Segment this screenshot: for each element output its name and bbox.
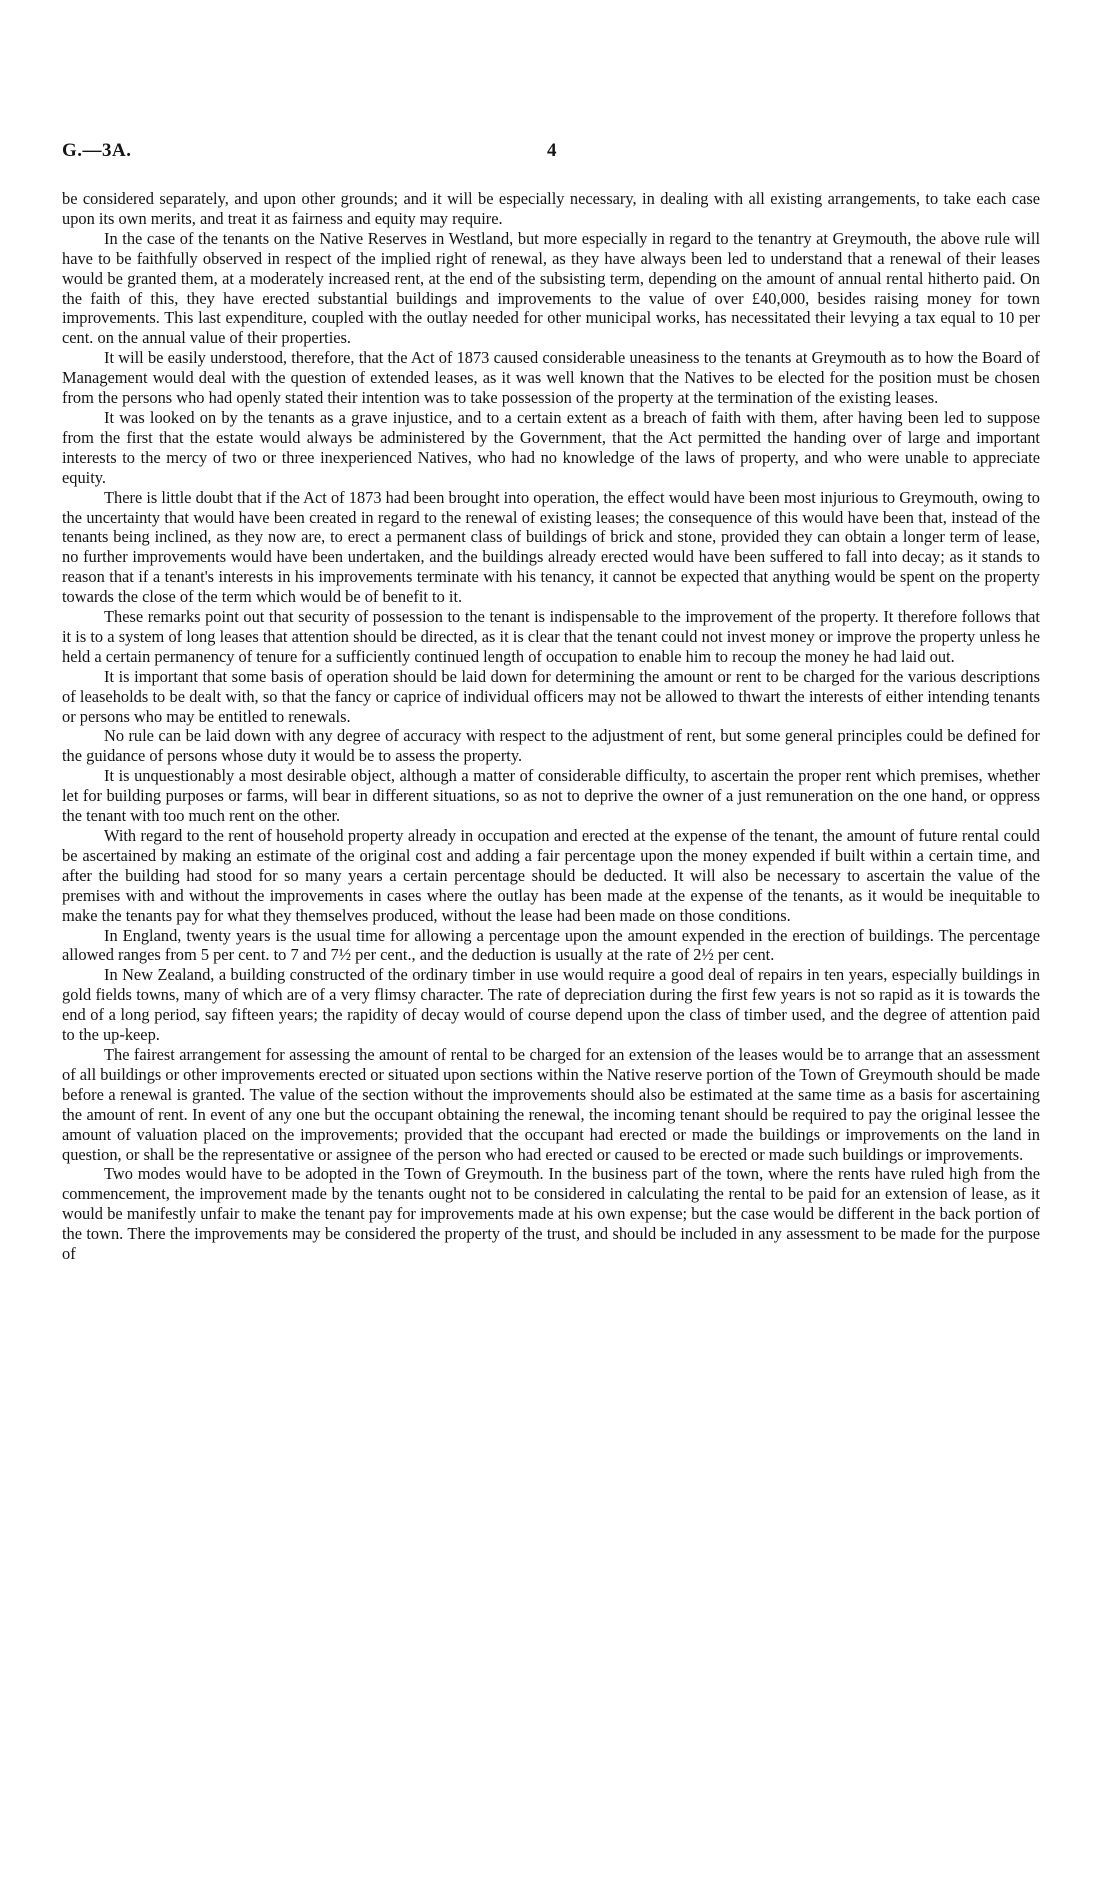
page-number: 4: [547, 140, 557, 161]
paragraph: Two modes would have to be adopted in the Town of Greymouth. In the business part of the town, where the rents have ruled high from the commencement, the improvement made by the tenants ought not to be considered in calculating the rental to be paid for an extension of lease, as it would be manifestly unfair to make the tenant pay for improvements made at his own expense; but the case would be different in the back portion of the town. There the improvements may be considered the property of the trust, and should be included in any assessment to be made for the purpose of: [62, 1164, 1040, 1264]
paragraph: There is little doubt that if the Act of 1873 had been brought into operation, the effect would have been most injurious to Greymouth, owing to the uncertainty that would have been created in regard to the renewal of existing leases; the consequence of this would have been that, instead of the tenants being inclined, as they now are, to erect a permanent class of buildings of brick and stone, provided they can obtain a longer term of lease, no further improvements would have been undertaken, and the buildings already erected would have been suffered to fall into decay; as it stands to reason that if a tenant's interests in his improvements terminate with his tenancy, it cannot be expected that anything would be spent on the property towards the close of the term which would be of benefit to it.: [62, 487, 1040, 607]
paragraph: be considered separately, and upon other grounds; and it will be especially necessary, in dealing with all existing arrangements, to take each case upon its own merits, and treat it as fairness and equity may require.: [62, 189, 1040, 228]
paragraph: The fairest arrangement for assessing the amount of rental to be charged for an extension of the leases would be to arrange that an assessment of all buildings or other improvements erected or situated upon sections within the Native reserve portion of the Town of Greymouth should be made before a renewal is granted. The value of the section without the improvements should also be estimated at the same time as a basis for ascertaining the amount of rent. In event of any one but the occupant obtaining the renewal, the incoming tenant should be required to pay the original lessee the amount of valuation placed on the improvements; provided that the occupant had erected or made the buildings or improvements on the land in question, or shall be the representative or assignee of the person who had erected or caused to be erected or made such buildings or improvements.: [62, 1044, 1040, 1164]
paragraph: These remarks point out that security of possession to the tenant is indispensable to the improvement of the property. It therefore follows that it is to a system of long leases that attention should be directed, as it is clear that the tenant could not invest money or improve the property unless he held a certain permanency of tenure for a sufficiently continued length of occupation to enable him to recoup the money he had laid out.: [62, 607, 1040, 666]
body-text: [62, 189, 1040, 1264]
paragraph: It is important that some basis of operation should be laid down for determining the amount or rent to be charged for the various descriptions of leaseholds to be dealt with, so that the fancy or caprice of individual officers may not be allowed to thwart the interests of either intending tenants or persons who may be entitled to renewals.: [62, 666, 1040, 726]
paragraph: With regard to the rent of household property already in occupation and erected at the expense of the tenant, the amount of future rental could be ascertained by making an estimate of the original cost and adding a fair percentage upon the money expended if built within a certain time, and after the building had stood for so many years a certain percentage should be deducted. It will also be necessary to ascertain the value of the premises with and without the improvements in cases where the outlay has been made at the expense of the tenants, as it would be inequitable to make the tenants pay for what they themselves produced, without the lease had been made on those conditions.: [62, 826, 1040, 925]
document-reference: G.—3A.: [62, 140, 132, 161]
paragraph: It was looked on by the tenants as a grave injustice, and to a certain extent as a breach of faith with them, after having been led to suppose from the first that the estate would always be administered by the Government, that the Act permitted the handing over of large and important interests to the mercy of two or three inexperienced Natives, who had no knowledge of the laws of property, and who were unable to appreciate equity.: [62, 407, 1040, 487]
paragraph: In New Zealand, a building constructed of the ordinary timber in use would require a good deal of repairs in ten years, especially buildings in gold fields towns, many of which are of a very flimsy character. The rate of depreciation during the first few years is not so rapid as it is towards the end of a long period, say fifteen years; the rapidity of decay would of course depend upon the class of timber used, and the degree of attention paid to the up-keep.: [62, 965, 1040, 1045]
paragraph: In England, twenty years is the usual time for allowing a percentage upon the amount expended in the erection of buildings. The percentage allowed ranges from 5 per cent. to 7 and 7½ per cent., and the deduction is usually at the rate of 2½ per cent.: [62, 925, 1040, 965]
paragraph: It will be easily understood, therefore, that the Act of 1873 caused considerable uneasiness to the tenants at Greymouth as to how the Board of Management would deal with the question of extended leases, as it was well known that the Natives to be elected for the position must be chosen from the persons who had openly stated their intention was to take possession of the property at the termination of the existing leases.: [62, 348, 1040, 408]
paragraph: In the case of the tenants on the Native Reserves in Westland, but more especially in regard to the tenantry at Greymouth, the above rule will have to be faithfully observed in respect of the implied right of renewal, as they have always been led to understand that a renewal of their leases would be granted them, at a moderately increased rent, at the end of the subsisting term, depending on the amount of annual rental hitherto paid. On the faith of this, they have erected substantial buildings and improvements to the value of over £40,000, besides raising money for town improvements. This last expenditure, coupled with the outlay needed for other municipal works, has necessitated their levying a tax equal to 10 per cent. on the annual value of their properties.: [62, 228, 1040, 348]
page-header: [62, 140, 1040, 166]
paragraph: No rule can be laid down with any degree of accuracy with respect to the adjustment of rent, but some general principles could be defined for the guidance of persons whose duty it would be to assess the property.: [62, 726, 1040, 766]
paragraph: It is unquestionably a most desirable object, although a matter of considerable difficulty, to ascertain the proper rent which premises, whether let for building purposes or farms, will bear in different situations, so as not to deprive the owner of a just remuneration on the one hand, or oppress the tenant with too much rent on the other.: [62, 766, 1040, 826]
